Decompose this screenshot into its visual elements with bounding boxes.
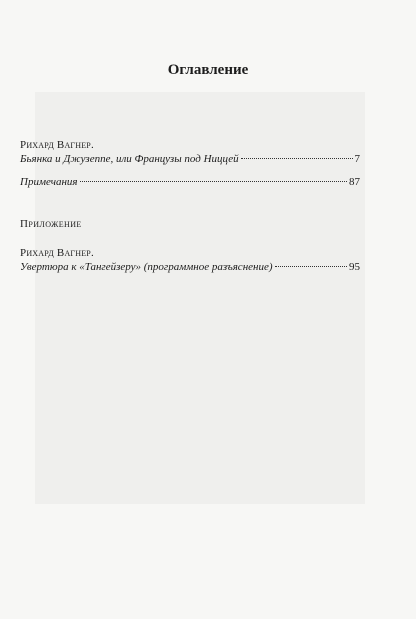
toc-page-number: 7	[354, 153, 360, 165]
toc-row	[20, 175, 360, 189]
toc-title: Увертюра к «Тангейзеру» (программное разъяснение)	[20, 261, 273, 273]
dot-leader	[241, 158, 353, 159]
toc-title: Примечания	[20, 176, 78, 188]
toc-title: Бьянка и Джузеппе, или Французы под Ниццей	[20, 153, 239, 165]
appendix-heading: Приложение	[20, 218, 82, 230]
toc-entry-2	[20, 175, 360, 189]
toc-author: Рихард Вагнер.	[20, 139, 94, 151]
page-title: Оглавление	[167, 62, 249, 78]
toc-row	[20, 260, 360, 274]
toc-author: Рихард Вагнер.	[20, 247, 94, 259]
toc-entry-1	[20, 138, 360, 166]
toc-row	[20, 152, 360, 166]
toc-entry-3	[20, 246, 360, 274]
toc-page-number: 87	[349, 176, 360, 188]
dot-leader	[80, 181, 347, 182]
toc-page-number: 95	[349, 261, 360, 273]
dot-leader	[275, 266, 347, 267]
